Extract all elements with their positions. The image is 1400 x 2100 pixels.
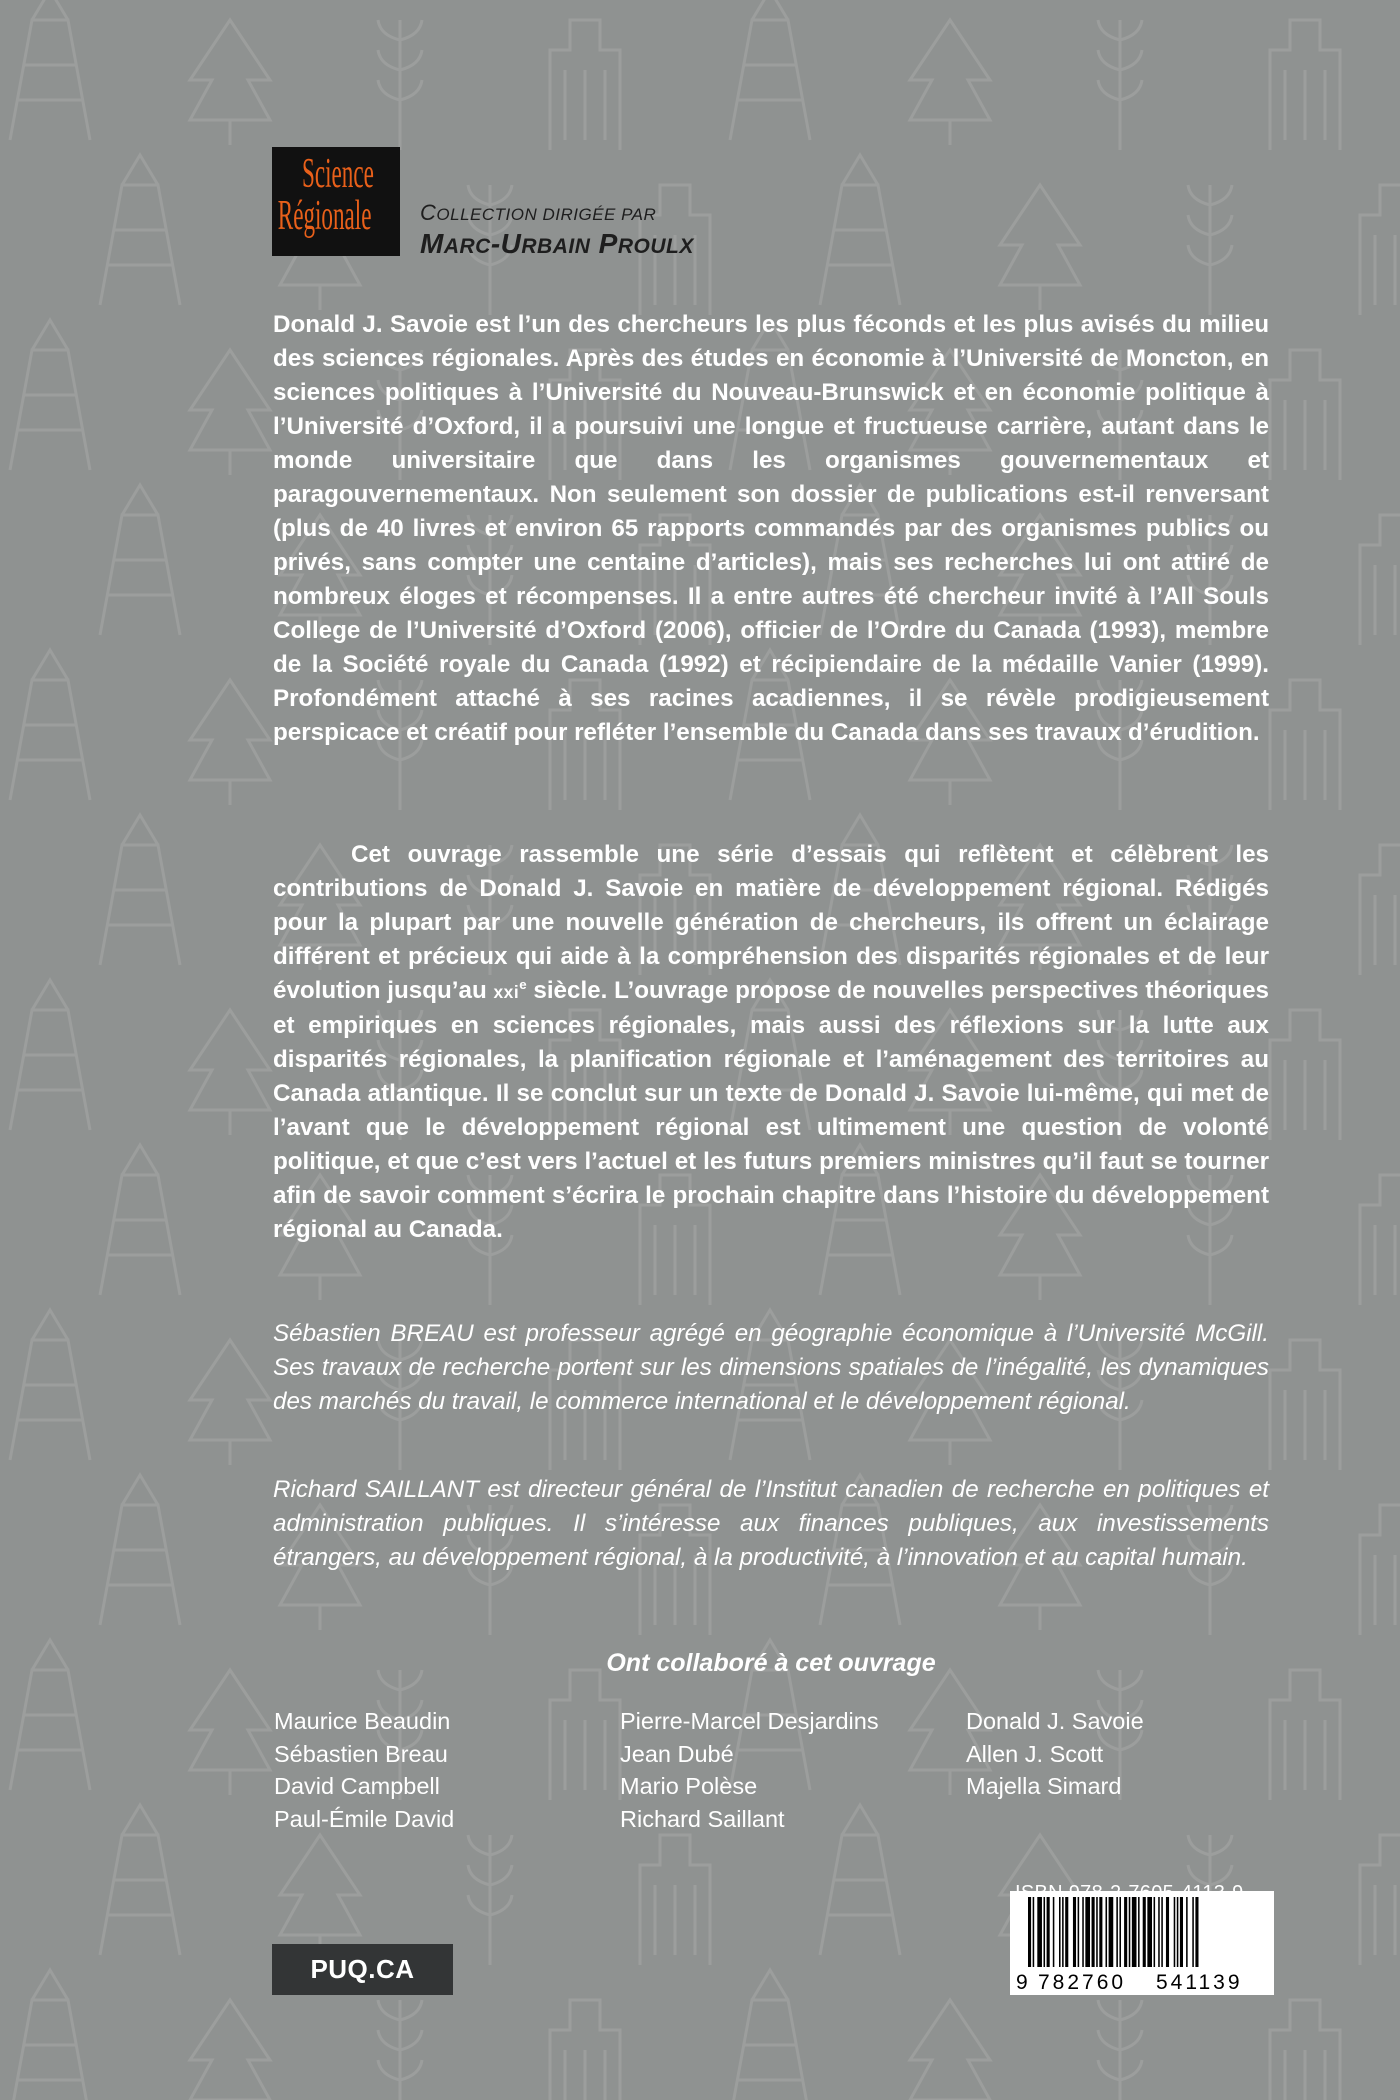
barcode-bar: [1129, 1897, 1131, 1967]
barcode-bar: [1078, 1897, 1080, 1967]
collection-label: COLLECTION DIRIGÉE PAR: [420, 200, 657, 225]
barcode-bar: [1047, 1897, 1050, 1967]
barcode-bar: [1062, 1897, 1064, 1967]
barcode-first-digit: 9: [1016, 1971, 1028, 1994]
barcode-bar: [1096, 1897, 1098, 1967]
barcode-bar: [1180, 1897, 1183, 1967]
science-regionale-logo: [272, 147, 400, 256]
barcode-bar: [1143, 1897, 1146, 1967]
collaborator-name: Allen J. Scott: [966, 1740, 1104, 1767]
collaborators-title: Ont collaboré à cet ouvrage: [606, 1649, 936, 1677]
barcode-bar: [1154, 1897, 1156, 1967]
barcode-bar: [1124, 1897, 1127, 1967]
barcode-bar: [1044, 1897, 1046, 1967]
barcode-bar: [1037, 1897, 1042, 1967]
collaborator-name: Pierre-Marcel Desjardins: [620, 1708, 879, 1734]
collaborator-name: Jean Dubé: [620, 1740, 734, 1767]
barcode-bar: [1028, 1897, 1031, 1967]
collaborator-name: Richard Saillant: [620, 1805, 785, 1832]
collaborator-name: Majella Simard: [966, 1773, 1122, 1799]
barcode-bar: [1119, 1897, 1121, 1967]
barcode-bar: [1082, 1897, 1084, 1967]
editor-bio-breau: Sébastien BREAU est professeur agrégé en géographie économique à l’Université McGill. Ses travaux de recherche portent sur les dimensions spatiales de l’inégalité, les dynamiques des marchés du travail, le commerce international et le développement régional.: [273, 1320, 1269, 1415]
barcode-bar: [1109, 1897, 1114, 1967]
collection-director: MARC-URBAIN PROULX: [420, 228, 694, 259]
barcode-bar: [1186, 1897, 1188, 1967]
collaborator-name: Donald J. Savoie: [966, 1708, 1144, 1734]
collaborator-name: Paul-Émile David: [274, 1805, 455, 1832]
author-description: Donald J. Savoie est l’un des chercheurs les plus féconds et les plus avisés du milieu des sciences régionales. Après des études en économie à l’Université de Moncton, en sciences politiques à l’Université du Nouveau-Brunswick et en économie politique à l’Université d’Oxford, il a poursuivi une longue et fructueuse carrière, autant dans le monde universitaire que dans les organismes gouvernementaux et paragouvernementaux. Non seulement son dossier de publications est-il renversant (plus de 40 livres et environ 65 rapports commandés par des organismes publics ou privés, sans compter une centaine d’articles), mais ses recherches lui ont attiré de nombreux éloges et récompenses. Il a entre autres été chercheur invité à l’All Souls College de l’Université d’Oxford (2006), officier de l’Ordre du Canada (1993), membre de la Société royale du Canada (1992) et récipiendaire de la médaille Vanier (1999). Profondément attaché à ses racines acadiennes, il se révèle prodigieusement perspicace et créatif pour refléter l’ensemble du Canada dans ses travaux d’érudition.: [273, 311, 1269, 746]
barcode-bar: [1166, 1897, 1169, 1967]
collaborator-name: Maurice Beaudin: [274, 1708, 451, 1734]
barcode-bar: [1161, 1897, 1163, 1967]
editor-bio-saillant: Richard SAILLANT est directeur général de l’Institut canadien de recherche en politiques et administration publiques. Il s’intéresse aux finances publiques, aux investissements étrangers, au développement régional, à la productivité, à l’innovation et au capital humain.: [273, 1476, 1269, 1571]
collaborators-column-1: [274, 1705, 454, 1835]
barcode-bar: [1195, 1897, 1198, 1967]
barcode-bar: [1099, 1897, 1102, 1967]
collaborators-column-3: [966, 1705, 1144, 1803]
barcode-bar: [1174, 1897, 1176, 1967]
barcode-group-1: 782760: [1038, 1971, 1127, 1994]
book-description: Cet ouvrage rassemble une série d’essais qui reflètent et célèbrent les contributions de Donald J. Savoie en matière de développement régional. Rédigés pour la plupart par une nouvelle génération de chercheurs, ils offrent un éclairage différent et précieux qui aide à la compréhension des disparités régionales et de leur évolution jusqu’au xxi$^e$ siècle. L’ouvrage propose de nouvelles perspectives théoriques et empiriques en sciences régionales, mais aussi des réflexions sur la lutte aux disparités régionales, la planification régionale et l’aménagement des territoires au Canada atlantique. Il se conclut sur un texte de Donald J. Savoie lui-même, qui met de l’avant que le développement régional est ultimement une question de volonté politique, et que c’est vers l’actuel et les futurs premiers ministres qu’il faut se tourner afin de savoir comment s’écrira le prochain chapitre dans l’histoire du développement régional au Canada.: [273, 841, 1269, 1243]
barcode-bar: [1033, 1897, 1035, 1967]
barcode-group-2: 541139: [1156, 1971, 1243, 1994]
barcode-bar: [1116, 1897, 1118, 1967]
barcode-bar: [1138, 1897, 1140, 1967]
publisher-badge[interactable]: PUQ.CA: [272, 1944, 453, 1995]
barcode-bar: [1106, 1897, 1108, 1967]
barcode-bar: [1132, 1897, 1137, 1967]
collaborators-column-2: [620, 1705, 879, 1835]
barcode-bar: [1065, 1897, 1068, 1967]
logo-line2: Régionale: [277, 193, 372, 239]
collaborator-name: David Campbell: [274, 1773, 440, 1799]
barcode-bar: [1092, 1897, 1095, 1967]
collaborator-name: Mario Polèse: [620, 1773, 758, 1799]
logo-line1: Science: [302, 151, 374, 197]
barcode-bar: [1059, 1897, 1061, 1967]
barcode: [1010, 1891, 1274, 1995]
barcode-bar: [1053, 1897, 1055, 1967]
barcode-bar: [1147, 1897, 1152, 1967]
barcode-bar: [1073, 1897, 1076, 1967]
barcode-bar: [1192, 1897, 1194, 1967]
barcode-bar: [1085, 1897, 1090, 1967]
barcode-bar: [1177, 1897, 1179, 1967]
collaborator-name: Sébastien Breau: [274, 1740, 448, 1767]
barcode-bar: [1158, 1897, 1160, 1967]
